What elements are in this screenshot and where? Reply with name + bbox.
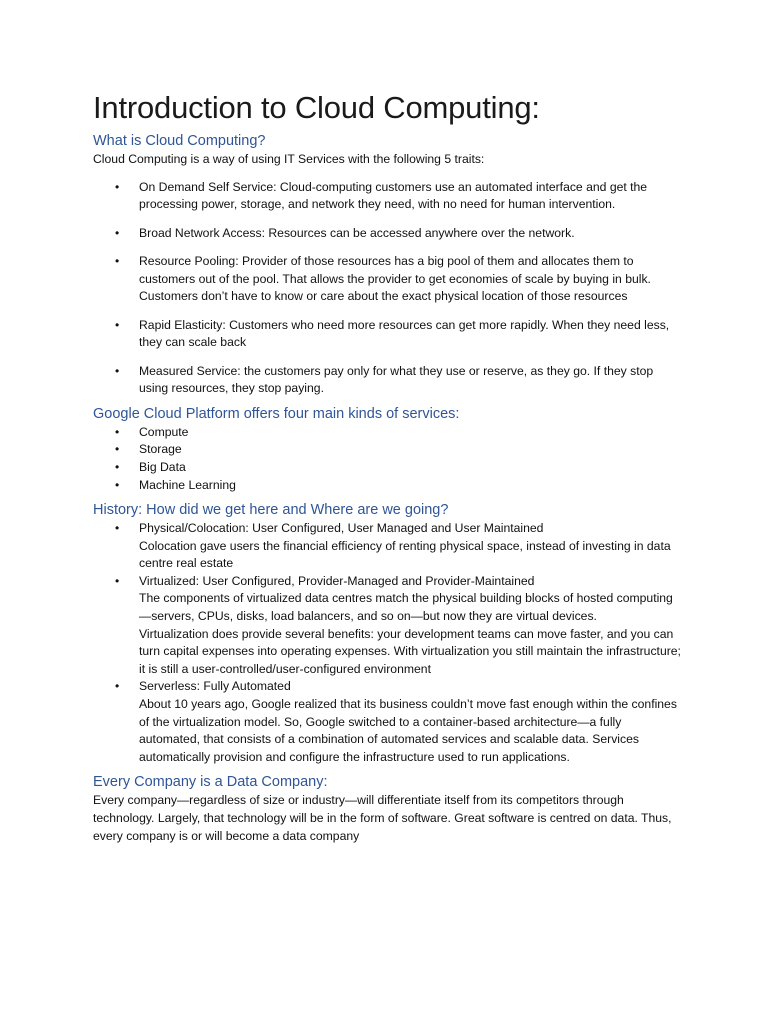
history-item-title: Physical/Colocation: User Configured, User Managed and User Maintained	[139, 521, 544, 536]
history-item-paragraph: About 10 years ago, Google realized that its business couldn’t move fast enough within the confines of the virtualization model. So, Google switched to a container-based architecture—a fully automated, that consists of a combination of automated services and scalable data. Services automatically provision and configure the infrastructure used to run applications.	[139, 697, 677, 764]
bullet-icon: •	[115, 253, 120, 268]
list-item	[93, 573, 683, 679]
list-item: • Resource Pooling: Provider of those resources has a big pool of them and allocates them to customers out of the pool. That allows the provider to get economies of scale by buying in bulk. Customers don’t have to know or care about the exact physical location of those resources	[115, 253, 651, 304]
list-item: • Broad Network Access: Resources can be accessed anywhere over the network.	[93, 225, 683, 243]
list-item: • On Demand Self Service: Cloud-computing customers use an automated interface and get the processing power, storage, and network they need, with no need for human intervention.	[115, 179, 648, 212]
bullet-icon: •	[115, 521, 120, 536]
bullet-icon: •	[115, 679, 120, 694]
bullet-icon: •	[115, 459, 120, 474]
traits-list	[93, 179, 683, 398]
list-item	[93, 520, 683, 573]
section-heading-history: History: How did we get here and Where are we going?	[93, 502, 449, 519]
list-item: • Measured Service: the customers pay only for what they use or reserve, as they go. If they stop using resources, they stop paying.	[115, 363, 654, 396]
section-body-data-company: Every company—regardless of size or industry—will differentiate itself from its competitors through technology. Largely, that technology will be in the form of software. Great software is centred on data. Thus, every company is or will become a data company	[93, 793, 672, 843]
list-item: • Rapid Elasticity: Customers who need more resources can get more rapidly. When they need less, they can scale back	[115, 317, 670, 350]
list-item: • Storage	[93, 441, 683, 459]
list-item: • Big Data	[93, 459, 683, 477]
bullet-icon: •	[115, 179, 120, 194]
bullet-icon: •	[115, 424, 120, 439]
history-item-paragraph: Virtualization does provide several benefits: your development teams can move faster, and you can turn capital expenses into operating expenses. With virtualization you still maintain the infrastructure; it is still a user-controlled/user-configured environment	[139, 626, 681, 676]
list-item: • Machine Learning	[93, 477, 683, 495]
services-list	[93, 424, 683, 494]
section-heading-gcp-services: Google Cloud Platform offers four main kinds of services:	[93, 405, 460, 422]
section-heading-what-is-cloud: What is Cloud Computing?	[93, 133, 266, 149]
list-item	[93, 678, 683, 766]
list-item: • Compute	[93, 424, 683, 442]
bullet-icon: •	[115, 363, 120, 378]
bullet-icon: •	[115, 225, 120, 240]
section-intro-traits: Cloud Computing is a way of using IT Services with the following 5 traits:	[93, 152, 485, 166]
section-heading-data-company: Every Company is a Data Company:	[93, 774, 328, 791]
history-item-paragraph: Colocation gave users the financial efficiency of renting physical space, instead of investing in data centre real estate	[139, 538, 671, 571]
history-item-paragraph: The components of virtualized data centres match the physical building blocks of hosted computing—servers, CPUs, disks, load balancers, and so on—but now they are virtual devices.	[139, 591, 673, 624]
bullet-icon: •	[115, 317, 120, 332]
document-page	[93, 88, 683, 845]
history-list	[93, 520, 683, 766]
bullet-icon: •	[115, 477, 120, 492]
history-item-title: Virtualized: User Configured, Provider-Managed and Provider-Maintained	[139, 573, 535, 588]
history-item-title: Serverless: Fully Automated	[139, 679, 291, 694]
document-title: Introduction to Cloud Computing:	[93, 90, 540, 125]
bullet-icon: •	[115, 442, 120, 457]
bullet-icon: •	[115, 573, 120, 588]
